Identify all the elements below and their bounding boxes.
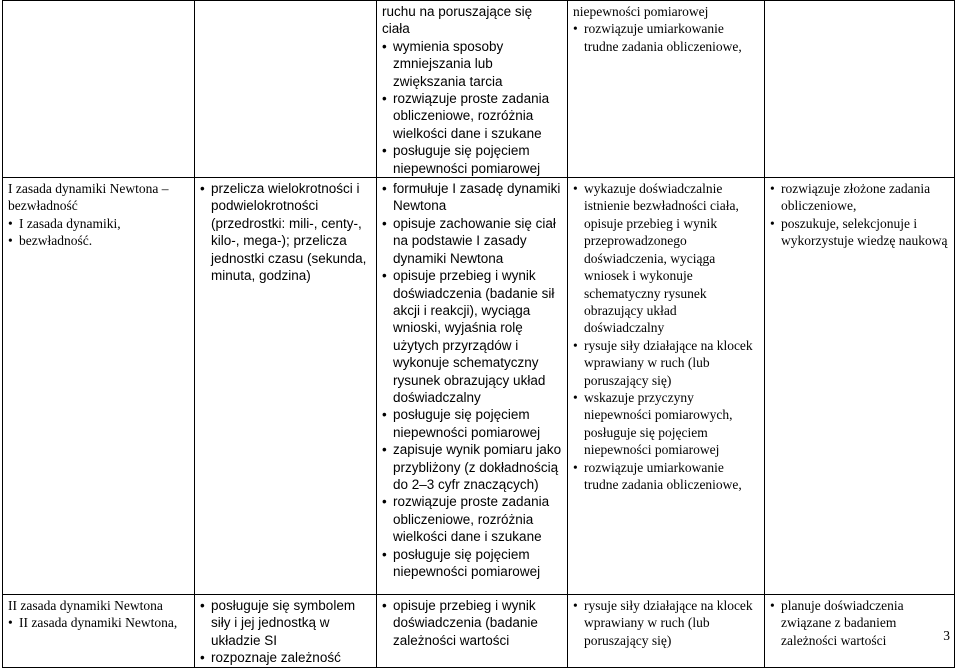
table-row: [3, 1, 955, 178]
text-line: II zasada dynamiki Newtona: [8, 598, 163, 614]
cell-level-3: [568, 595, 765, 668]
bullet-item: • rozwiązuje proste zadania obliczeniowe, rozróżnia wielkości dane i szukane: [382, 493, 563, 545]
table-row: [3, 595, 955, 668]
bullet-item: • przelicza wielokrotności i podwielokrotności (przedrostki: mili-, centy-, kilo-, mega-); przelicza jednostki czasu (sekunda, minuta, godzina): [200, 180, 372, 284]
cell-level-1: [195, 1, 377, 178]
bullet-item: • bezwładność.: [8, 232, 190, 249]
cell-level-3: [568, 1, 765, 178]
cell-level-2: [377, 595, 568, 668]
cell-level-1: [195, 178, 377, 595]
bullet-item: • posługuje się pojęciem niepewności pomiarowej: [382, 546, 563, 581]
bullet-item: • zapisuje wynik pomiaru jako przybliżony (z dokładnością do 2–3 cyfr znaczących): [382, 441, 563, 493]
cell-level-4: [765, 595, 955, 668]
curriculum-table: [2, 0, 955, 668]
bullet-item: • rozpoznaje zależność: [200, 649, 372, 666]
bullet-item: • wymienia sposoby zmniejszania lub zwiększania tarcia: [382, 38, 563, 90]
bullet-item: • planuje doświadczenia związane z badaniem zależności wartości: [770, 597, 950, 649]
bullet-item: • wskazuje przyczyny niepewności pomiarowych, posługuje się pojęciem niepewności pomiarowej: [573, 389, 760, 459]
cell-level-2: [377, 1, 568, 178]
bullet-item: • wykazuje doświadczalnie istnienie bezwładności ciała, opisuje przebieg i wynik przeprowadzonego doświadczenia, wyciąga wniosek i wykonuje schematyczny rysunek obrazujący układ doświadczalny: [573, 180, 760, 337]
bullet-item: • rozwiązuje proste zadania obliczeniowe, rozróżnia wielkości dane i szukane: [382, 90, 563, 142]
cell-topic: [3, 595, 195, 668]
page-number: 3: [943, 628, 950, 643]
bullet-item: • rozwiązuje złożone zadania obliczeniowe,: [770, 180, 950, 215]
bullet-item: • rozwiązuje umiarkowanie trudne zadania obliczeniowe,: [573, 20, 760, 55]
bullet-item: • I zasada dynamiki,: [8, 215, 190, 232]
bullet-item: • formułuje I zasadę dynamiki Newtona: [382, 180, 563, 215]
bullet-item: • opisuje przebieg i wynik doświadczenia (badanie sił akcji i reakcji), wyciąga wnioski, wyjaśnia rolę użytych przyrządów i wykonuje schematyczny rysunek obrazujący układ doświadczalny: [382, 267, 563, 406]
text-line: niepewności pomiarowej: [573, 4, 709, 19]
cell-level-3: [568, 178, 765, 595]
bullet-item: • rozwiązuje umiarkowanie trudne zadania obliczeniowe,: [573, 459, 760, 494]
bullet-item: • opisuje zachowanie się ciał na podstawie I zasady dynamiki Newtona: [382, 215, 563, 267]
bullet-item: • rysuje siły działające na klocek wprawiany w ruch (lub poruszający się): [573, 597, 760, 649]
table-row: [3, 178, 955, 595]
cell-topic: [3, 178, 195, 595]
cell-topic: [3, 1, 195, 178]
bullet-item: • posługuje się symbolem siły i jej jednostką w układzie SI: [200, 597, 372, 649]
cell-level-2: [377, 178, 568, 595]
bullet-item: • posługuje się pojęciem niepewności pomiarowej: [382, 142, 563, 177]
bullet-item: • rysuje siły działające na klocek wprawiany w ruch (lub poruszający się): [573, 337, 760, 389]
bullet-item: • opisuje przebieg i wynik doświadczenia (badanie zależności wartości: [382, 597, 563, 649]
cell-level-1: [195, 595, 377, 668]
cell-level-4: [765, 178, 955, 595]
bullet-item: • poszukuje, selekcjonuje i wykorzystuje wiedzę naukową: [770, 215, 950, 250]
cell-level-4: [765, 1, 955, 178]
text-line: ruchu na poruszające się ciała: [382, 4, 533, 37]
text-line: I zasada dynamiki Newtona – bezwładność: [8, 181, 169, 214]
bullet-item: • posługuje się pojęciem niepewności pomiarowej: [382, 406, 563, 441]
bullet-item: • II zasada dynamiki Newtona,: [8, 614, 190, 631]
